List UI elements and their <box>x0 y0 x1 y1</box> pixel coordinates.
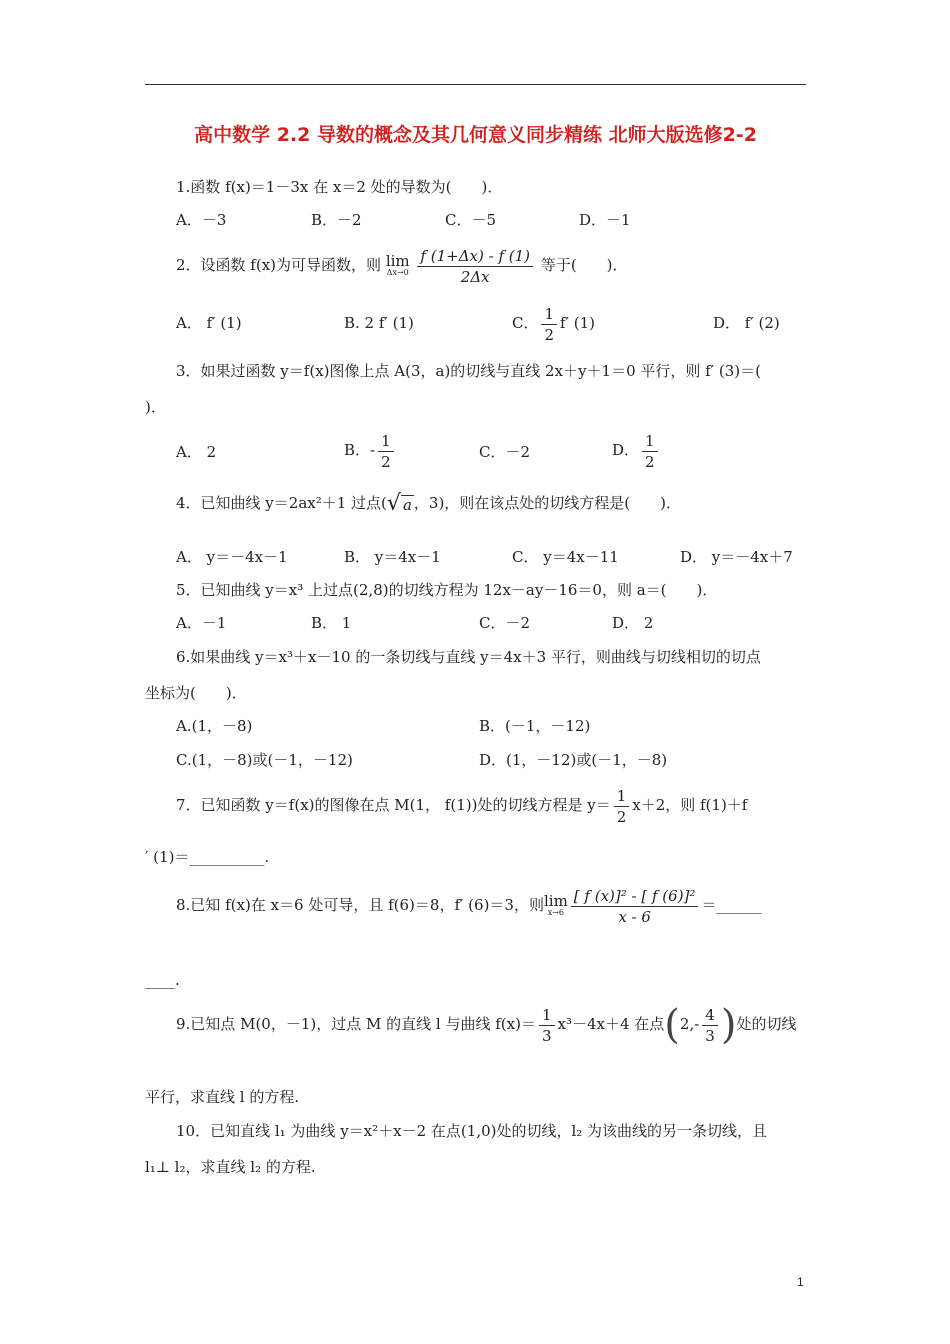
q9-stem-pre: 9.已知点 M(0，－1)，过点 M 的直线 l 与曲线 f(x)＝ <box>176 1015 536 1033</box>
q2-c-num: 1 <box>541 304 557 325</box>
q2-option-d: D． f′ (2) <box>713 314 780 332</box>
q1-option-b: B．－2 <box>311 211 362 229</box>
q10-stem-line2: l₁⊥ l₂，求直线 l₂ 的方程. <box>145 1158 316 1176</box>
q9-stem-post: 处的切线 <box>736 1015 797 1033</box>
q1-option-c: C．－5 <box>445 211 497 229</box>
q3-stem-line2: )． <box>145 398 166 416</box>
q8-lim-text: lim <box>543 892 568 910</box>
q3-b-den: 2 <box>381 452 391 471</box>
q7-fraction <box>614 786 630 827</box>
q2-option-c <box>512 303 595 345</box>
q7-den: 2 <box>616 807 627 826</box>
q4-stem-pre: 4．已知曲线 y＝2ax²＋1 过点( <box>176 494 387 512</box>
q1-option-a: A．－3 <box>176 211 227 229</box>
q2-option-c-fraction <box>541 304 557 345</box>
q8-numerator: [ f (x)]² - [ f (6)]² <box>571 886 699 907</box>
q8-denominator: x - 6 <box>618 907 651 926</box>
q3-option-a: A． 2 <box>176 443 217 461</box>
q9-stem-line2: 平行，求直线 l 的方程. <box>145 1088 300 1106</box>
q9-point-fraction <box>702 1005 718 1046</box>
q9-fraction <box>539 1005 555 1046</box>
q3-d-label: D． <box>612 441 640 459</box>
q5-option-c: C．－2 <box>479 614 531 632</box>
q2-stem-post: 等于( )． <box>540 256 628 274</box>
q3-d-fraction <box>642 431 658 472</box>
q5-option-d: D． 2 <box>612 614 654 632</box>
left-paren: ( <box>664 1002 680 1048</box>
q7-stem-post: x＋2，则 f(1)＋f <box>632 796 748 814</box>
page-number: 1 <box>797 1275 804 1289</box>
q8-limit <box>544 894 568 918</box>
q8-lim-sub: x→6 <box>547 908 565 917</box>
q3-option-c: C．－2 <box>479 443 531 461</box>
q9-pt-den: 3 <box>705 1026 715 1045</box>
q3-b-fraction <box>378 431 394 472</box>
q3-option-d <box>612 430 661 472</box>
q6-stem-line2: 坐标为( )． <box>145 684 247 702</box>
page-title: 高中数学 2.2 导数的概念及其几何意义同步精练 北师大版选修2-2 <box>194 124 757 146</box>
q4-stem-post: ，3)，则在该点处的切线方程是( )． <box>413 494 682 512</box>
q4-radicand: a <box>402 495 412 514</box>
q3-option-b <box>344 430 397 472</box>
q8-stem-pre: 8.已知 f(x)在 x＝6 处可导，且 f(6)＝8，f′ (6)＝3，则 <box>176 896 544 914</box>
q8-stem <box>176 884 761 927</box>
q4-stem <box>176 488 681 520</box>
q6-option-d: D．(1，－12)或(－1，－8) <box>479 751 668 769</box>
q3-b-num: 1 <box>378 431 394 452</box>
q2-numerator: f (1+Δx) - f (1) <box>417 246 533 267</box>
q7-num: 1 <box>614 786 630 807</box>
q1-stem: 1.函数 f(x)＝1－3x 在 x＝2 处的导数为( )． <box>176 178 503 196</box>
q9-stem-mid: x³－4x＋4 在点 <box>557 1015 665 1033</box>
q2-option-c-label: C． <box>512 314 539 332</box>
q3-stem-line1: 3．如果过函数 y＝f(x)图像上点 A(3，a)的切线与直线 2x＋y＋1＝0 平行，则 f′ (3)＝( <box>176 362 761 380</box>
q10-stem-line1: 10．已知直线 l₁ 为曲线 y＝x²＋x－2 在点(1,0)处的切线，l₂ 为该曲线的另一条切线，且 <box>176 1122 768 1140</box>
q1-option-d: D．－1 <box>579 211 631 229</box>
right-paren: ) <box>720 1002 737 1048</box>
q2-stem-pre: 2．设函数 f(x)为可导函数，则 <box>176 256 382 274</box>
q9-stem <box>176 1003 796 1046</box>
q3-b-label: B．- <box>344 441 376 459</box>
q6-option-b: B．(－1，－12) <box>479 717 591 735</box>
q2-denominator: 2Δx <box>460 267 490 286</box>
q9-den: 3 <box>541 1026 552 1045</box>
q2-c-den: 2 <box>544 325 555 344</box>
q2-lim-sub: Δx→0 <box>386 268 409 277</box>
q2-lim-text: lim <box>385 252 410 270</box>
q2-stem <box>176 244 628 287</box>
q9-pt-num: 4 <box>702 1005 718 1026</box>
q2-fraction <box>417 246 533 287</box>
q7-stem-pre: 7．已知函数 y＝f(x)的图像在点 M(1， f(1))处的切线方程是 y＝ <box>176 796 611 814</box>
q3-d-num: 1 <box>642 431 658 452</box>
q2-option-b: B. 2 f′ (1) <box>344 314 414 332</box>
sqrt-symbol: √ a <box>386 490 412 516</box>
q2-option-a: A． f′ (1) <box>176 314 242 332</box>
q9-num: 1 <box>539 1005 555 1026</box>
q2-option-c-post: f′ (1) <box>560 314 596 332</box>
q5-option-a: A．－1 <box>176 614 227 632</box>
q8-fraction <box>571 886 699 927</box>
header-rule <box>145 84 806 85</box>
q4-option-c: C． y＝4x－11 <box>512 548 619 566</box>
q6-option-c: C.(1，－8)或(－1，－12) <box>176 751 353 769</box>
q4-option-d: D． y＝－4x＋7 <box>680 548 793 566</box>
q6-stem-line1: 6.如果曲线 y＝x³＋x－10 的一条切线与直线 y＝4x＋3 平行，则曲线与切线相切的切点 <box>176 648 761 666</box>
q7-stem <box>176 784 747 827</box>
q6-option-a: A.(1，－8) <box>176 717 253 735</box>
q8-stem-line2: ____. <box>145 971 180 989</box>
q8-stem-post: ＝______ <box>701 896 762 914</box>
q4-option-a: A． y＝－4x－1 <box>176 548 288 566</box>
q3-d-den: 2 <box>645 452 655 471</box>
q2-limit <box>386 254 410 278</box>
q9-point-x: 2,- <box>679 1015 700 1033</box>
q4-option-b: B． y＝4x－1 <box>344 548 441 566</box>
q5-stem: 5．已知曲线 y＝x³ 上过点(2,8)的切线方程为 12x－ay－16＝0，则 a＝( )． <box>176 581 718 599</box>
q7-stem-line2: ′ (1)＝__________. <box>145 848 270 866</box>
q5-option-b: B． 1 <box>311 614 352 632</box>
